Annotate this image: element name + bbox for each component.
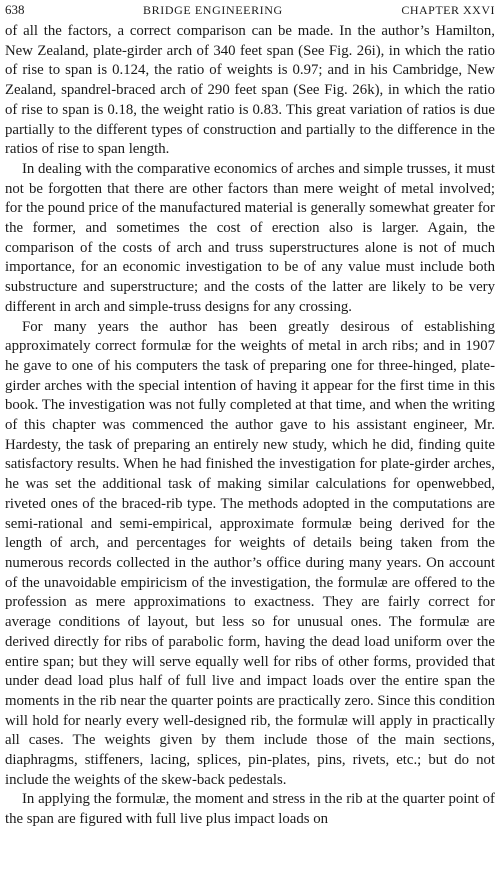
running-title: BRIDGE ENGINEERING [143,3,283,17]
paragraph-comparative-economics: In dealing with the comparative economics of arches and simple trusses, it must not be forgotten that there are other factors than mere weight of metal involved; for the pound price of the manufactured material is generally somewhat greater for the former, and sometimes the cost of erection also is larger. Again, the comparison of the costs of arch and truss superstructures alone is not of much importance, for an economic investigation to be of any value must include both substructure and superstructure; and the costs of the latter are likely to be very different in arch and simple-truss designs for any crossing. [5,160,495,315]
page-number: 638 [5,2,25,17]
chapter-label: CHAPTER XXVI [401,3,495,17]
page-header [5,2,495,22]
paragraph-applying-formulae: In applying the formulæ, the moment and stress in the rib at the quarter point of the span are figured with full live plus impact loads on [5,791,495,828]
paragraph-formulae-history: For many years the author has been greatly desirous of establishing approximately correct formulæ for the weights of metal in arch ribs; and in 1907 he gave to one of his computers the task of preparing one for three-hinged, plate-girder arches with the special intention of having it appear for the first time in this book. The investigation was not fully completed at that time, and when the writing of this chapter was commenced the author gave to his assistant engineer, Mr. Hardesty, the task of preparing an entirely new study, which he did, finding quite satisfactory results. When he had finished the investigation for plate-girder arches, he was set the additional task of making similar calculations for openwebbed, riveted ones of the braced-rib type. The methods adopted in the computations are semi-rational and semi-empirical, approximate formulæ being derived for the length of arch, and percentages for weights of details being taken from the numerous records collected in the author’s office during many years. On account of the unavoidable empiricism of the investigation, the formulæ are offered to the profession as mere approximations to exactness. They are fairly correct for average conditions of layout, but less so for unusual ones. The formulæ are derived directly for ribs of parabolic form, having the dead load uniform over the entire span; but they will serve equally well for ribs of other forms, provided that under dead load plus half of full live and impact loads over the entire span the moments in the rib near the quarter points are practically zero. Since this condition will hold for nearly every well-designed rib, the formulæ will apply in practically all cases. The weights given by them include those of the main sections, diaphragms, stiffeners, lacing, splices, pin-plates, pins, rivets, etc.; but do not include the weights of the skew-back pedestals. [5,318,495,788]
paragraph-continued: of all the factors, a correct comparison can be made. In the author’s Hamilton, New Zealand, plate-girder arch of 340 feet span (See Fig. 26i), in which the ratio of rise to span is 0.124, the ratio of weights is 0.97; and in his Cambridge, New Zealand, spandrel-braced arch of 290 feet span (See Fig. 26k), in which the ratio of rise to span is 0.18, the weight ratio is 0.83. This great variation of ratios is due partially to the different types of construction and partially to the difference in the ratios of rise to span length. [5,23,495,158]
